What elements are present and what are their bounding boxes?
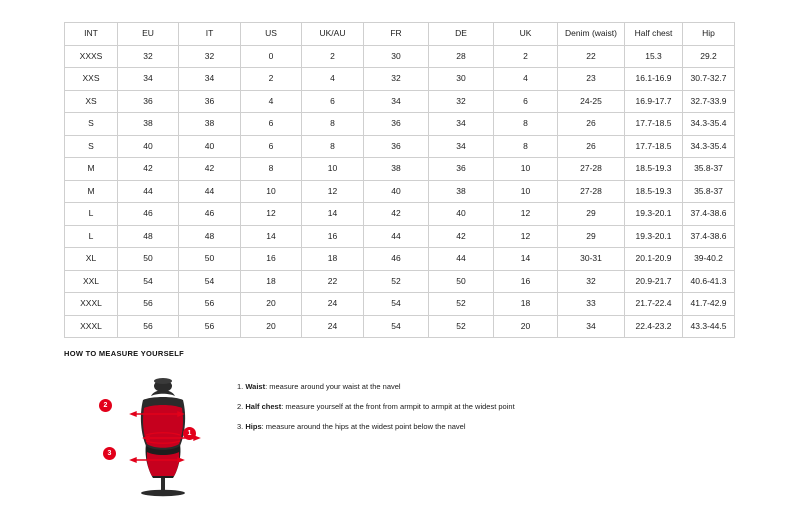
cell: 40.6-41.3	[683, 270, 735, 293]
cell: 40	[429, 203, 494, 226]
column-header: FR	[364, 23, 429, 46]
cell: 56	[179, 293, 241, 316]
cell: 16.9-17.7	[625, 90, 683, 113]
cell: XXS	[65, 68, 118, 91]
cell: 8	[494, 113, 558, 136]
cell: 27-28	[558, 180, 625, 203]
cell: 50	[429, 270, 494, 293]
note-text: : measure yourself at the front from armpit to armpit at the widest point	[281, 402, 515, 411]
cell: 54	[179, 270, 241, 293]
cell: 32	[118, 45, 179, 68]
note-number: 1.	[237, 382, 244, 391]
measure-notes	[237, 372, 515, 442]
cell: 10	[302, 158, 364, 181]
measure-note-hips	[237, 422, 515, 431]
column-header: US	[241, 23, 302, 46]
cell: 37.4-38.6	[683, 203, 735, 226]
cell: M	[65, 180, 118, 203]
cell: 44	[364, 225, 429, 248]
cell: 52	[364, 270, 429, 293]
cell: 26	[558, 135, 625, 158]
cell: 38	[179, 113, 241, 136]
cell: 52	[429, 293, 494, 316]
table-row	[65, 315, 735, 338]
badge-waist: 1	[183, 427, 196, 440]
cell: 6	[302, 90, 364, 113]
cell: 19.3-20.1	[625, 225, 683, 248]
table-row	[65, 203, 735, 226]
cell: 56	[179, 315, 241, 338]
cell: 12	[241, 203, 302, 226]
cell: 36	[364, 135, 429, 158]
table-row	[65, 270, 735, 293]
cell: 34	[558, 315, 625, 338]
cell: S	[65, 113, 118, 136]
cell: 38	[429, 180, 494, 203]
cell: 16.1-16.9	[625, 68, 683, 91]
cell: 41.7-42.9	[683, 293, 735, 316]
cell: 2	[494, 45, 558, 68]
cell: 46	[364, 248, 429, 271]
cell: 20.1-20.9	[625, 248, 683, 271]
cell: 34	[429, 135, 494, 158]
note-term: Waist	[245, 382, 266, 391]
cell: 32	[179, 45, 241, 68]
column-header: Denim (waist)	[558, 23, 625, 46]
cell: 6	[494, 90, 558, 113]
cell: 56	[118, 315, 179, 338]
cell: 16	[494, 270, 558, 293]
cell: 4	[241, 90, 302, 113]
column-header: Half chest	[625, 23, 683, 46]
cell: 29	[558, 225, 625, 248]
cell: 44	[118, 180, 179, 203]
cell: 24	[302, 315, 364, 338]
cell: 8	[241, 158, 302, 181]
cell: 33	[558, 293, 625, 316]
cell: 30	[429, 68, 494, 91]
cell: 21.7-22.4	[625, 293, 683, 316]
cell: 37.4-38.6	[683, 225, 735, 248]
column-header: IT	[179, 23, 241, 46]
cell: 10	[241, 180, 302, 203]
cell: 10	[494, 158, 558, 181]
table-row	[65, 293, 735, 316]
cell: 20	[241, 293, 302, 316]
cell: 34.3-35.4	[683, 135, 735, 158]
cell: 24-25	[558, 90, 625, 113]
cell: 2	[241, 68, 302, 91]
cell: 16	[302, 225, 364, 248]
cell: 23	[558, 68, 625, 91]
cell: 27-28	[558, 158, 625, 181]
cell: 50	[179, 248, 241, 271]
cell: L	[65, 225, 118, 248]
cell: 20.9-21.7	[625, 270, 683, 293]
cell: 6	[241, 113, 302, 136]
cell: 8	[302, 135, 364, 158]
cell: XXXS	[65, 45, 118, 68]
cell: 17.7-18.5	[625, 113, 683, 136]
cell: 15.3	[625, 45, 683, 68]
cell: S	[65, 135, 118, 158]
badge-half-chest: 2	[99, 399, 112, 412]
cell: 48	[118, 225, 179, 248]
section-title: HOW TO MEASURE YOURSELF	[64, 349, 184, 358]
cell: XXXL	[65, 293, 118, 316]
cell: 54	[364, 293, 429, 316]
cell: 6	[241, 135, 302, 158]
cell: 43.3-44.5	[683, 315, 735, 338]
table-row	[65, 113, 735, 136]
cell: 24	[302, 293, 364, 316]
column-header: DE	[429, 23, 494, 46]
cell: 12	[494, 225, 558, 248]
badge-hips: 3	[103, 447, 116, 460]
cell: 22	[302, 270, 364, 293]
cell: XXL	[65, 270, 118, 293]
column-header: UK/AU	[302, 23, 364, 46]
cell: 17.7-18.5	[625, 135, 683, 158]
table-row	[65, 68, 735, 91]
cell: 0	[241, 45, 302, 68]
note-term: Half chest	[245, 402, 282, 411]
column-header: EU	[118, 23, 179, 46]
cell: L	[65, 203, 118, 226]
cell: XXXL	[65, 315, 118, 338]
cell: 29.2	[683, 45, 735, 68]
cell: 12	[494, 203, 558, 226]
measure-body	[64, 372, 734, 497]
cell: 4	[302, 68, 364, 91]
table-row	[65, 45, 735, 68]
mannequin-figure-icon	[113, 372, 213, 497]
cell: 46	[118, 203, 179, 226]
cell: 40	[364, 180, 429, 203]
cell: 42	[429, 225, 494, 248]
cell: 18.5-19.3	[625, 180, 683, 203]
cell: 19.3-20.1	[625, 203, 683, 226]
cell: 14	[494, 248, 558, 271]
cell: 22.4-23.2	[625, 315, 683, 338]
cell: 8	[302, 113, 364, 136]
cell: 48	[179, 225, 241, 248]
column-header: Hip	[683, 23, 735, 46]
cell: 34	[179, 68, 241, 91]
size-conversion-table	[64, 22, 735, 338]
cell: 34	[364, 90, 429, 113]
cell: 14	[241, 225, 302, 248]
column-header: UK	[494, 23, 558, 46]
cell: 18	[241, 270, 302, 293]
cell: 10	[494, 180, 558, 203]
cell: 54	[118, 270, 179, 293]
column-header: INT	[65, 23, 118, 46]
cell: 39-40.2	[683, 248, 735, 271]
cell: 32	[429, 90, 494, 113]
note-term: Hips	[245, 422, 262, 431]
cell: 52	[429, 315, 494, 338]
cell: 30-31	[558, 248, 625, 271]
cell: 2	[302, 45, 364, 68]
cell: XL	[65, 248, 118, 271]
cell: 32.7-33.9	[683, 90, 735, 113]
cell: XS	[65, 90, 118, 113]
cell: 38	[118, 113, 179, 136]
cell: 40	[118, 135, 179, 158]
table-header-row	[65, 23, 735, 46]
cell: 32	[364, 68, 429, 91]
table-row	[65, 158, 735, 181]
cell: 35.8-37	[683, 180, 735, 203]
cell: 36	[118, 90, 179, 113]
cell: 4	[494, 68, 558, 91]
cell: 18	[494, 293, 558, 316]
cell: 36	[364, 113, 429, 136]
table-row	[65, 135, 735, 158]
cell: 42	[364, 203, 429, 226]
cell: 26	[558, 113, 625, 136]
cell: 34.3-35.4	[683, 113, 735, 136]
note-text: : measure around the hips at the widest point below the navel	[261, 422, 466, 431]
cell: 36	[429, 158, 494, 181]
cell: 18.5-19.3	[625, 158, 683, 181]
table-row	[65, 90, 735, 113]
mannequin-illustration	[99, 372, 219, 497]
cell: 14	[302, 203, 364, 226]
cell: 54	[364, 315, 429, 338]
cell: 56	[118, 293, 179, 316]
cell: 50	[118, 248, 179, 271]
cell: 44	[429, 248, 494, 271]
cell: 29	[558, 203, 625, 226]
note-number: 3.	[237, 422, 244, 431]
cell: 46	[179, 203, 241, 226]
measure-note-half-chest	[237, 402, 515, 411]
cell: 34	[118, 68, 179, 91]
cell: 42	[179, 158, 241, 181]
cell: 40	[179, 135, 241, 158]
cell: 20	[241, 315, 302, 338]
cell: 8	[494, 135, 558, 158]
cell: 28	[429, 45, 494, 68]
table-row	[65, 180, 735, 203]
how-to-measure-section	[64, 349, 734, 497]
cell: 32	[558, 270, 625, 293]
cell: 38	[364, 158, 429, 181]
cell: M	[65, 158, 118, 181]
note-text: : measure around your waist at the navel	[265, 382, 401, 391]
cell: 18	[302, 248, 364, 271]
cell: 34	[429, 113, 494, 136]
measure-note-waist	[237, 382, 515, 391]
cell: 20	[494, 315, 558, 338]
cell: 35.8-37	[683, 158, 735, 181]
cell: 12	[302, 180, 364, 203]
cell: 42	[118, 158, 179, 181]
cell: 16	[241, 248, 302, 271]
note-number: 2.	[237, 402, 244, 411]
cell: 22	[558, 45, 625, 68]
cell: 30.7-32.7	[683, 68, 735, 91]
cell: 44	[179, 180, 241, 203]
table-row	[65, 248, 735, 271]
cell: 30	[364, 45, 429, 68]
cell: 36	[179, 90, 241, 113]
table-row	[65, 225, 735, 248]
size-table-container	[64, 22, 734, 338]
